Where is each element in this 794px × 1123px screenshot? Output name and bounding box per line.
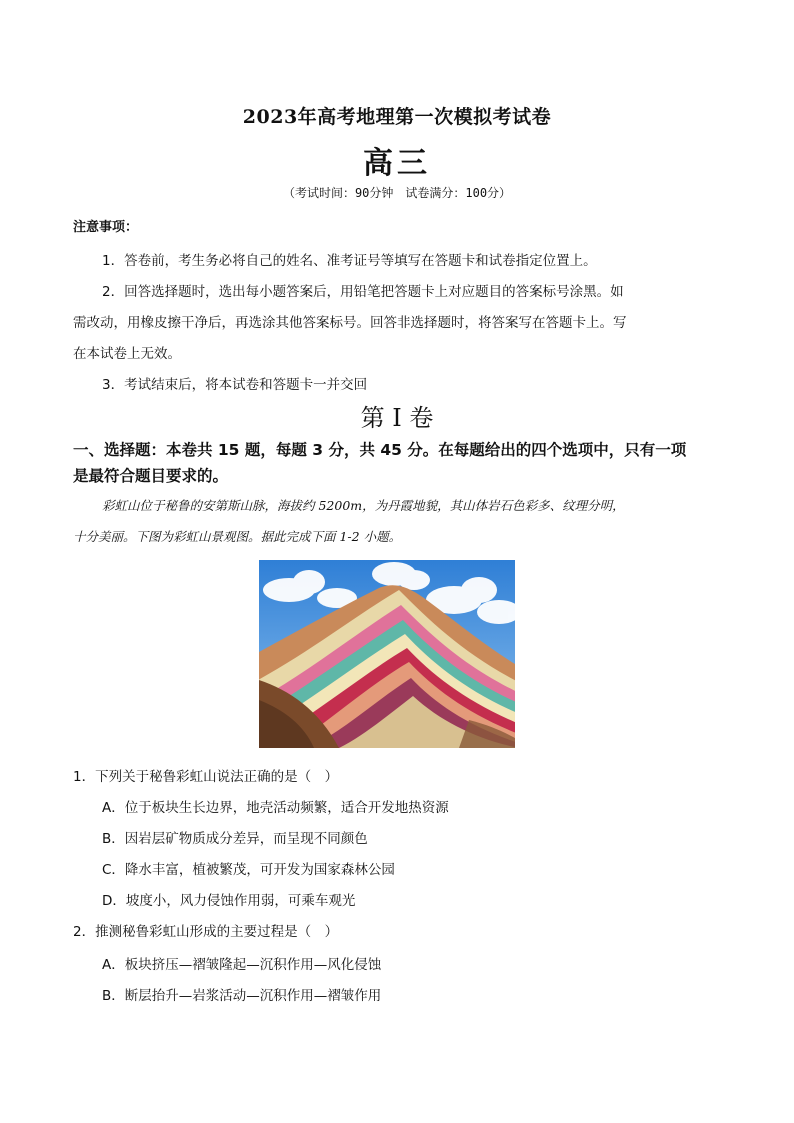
question-1-option-c: C．降水丰富，植被繁茂，可开发为国家森林公园 (102, 862, 395, 878)
notice-item-2-line-3: 在本试卷上无效。 (73, 346, 181, 362)
exam-time-score: （考试时间：90分钟 试卷满分：100分） (282, 186, 512, 200)
question-2-option-b: B．断层抬升—岩浆活动—沉积作用—褶皱作用 (102, 988, 382, 1004)
notice-item-2-line-2: 需改动，用橡皮擦干净后，再选涂其他答案标号。回答非选择题时，将答案写在答题卡上。写 (73, 315, 627, 331)
question-1-option-a: A．位于板块生长边界，地壳活动频繁，适合开发地热资源 (102, 800, 449, 816)
question-2-stem: 2．推测秘鲁彩虹山形成的主要过程是（ ） (73, 924, 339, 940)
notice-item-1: 1．答卷前，考生务必将自己的姓名、准考证号等填写在答题卡和试卷指定位置上。 (102, 253, 597, 269)
exam-title: 2023年高考地理第一次模拟考试卷 (242, 106, 552, 128)
section-intro-line-1: 一、选择题：本卷共 15 题，每题 3 分，共 45 分。在每题给出的四个选项中，只有一项 (73, 441, 687, 459)
notice-item-3: 3．考试结束后，将本试卷和答题卡一并交回 (102, 377, 368, 393)
question-1-stem: 1．下列关于秘鲁彩虹山说法正确的是（ ） (73, 769, 339, 785)
notice-heading: 注意事项： (73, 220, 139, 235)
rainbow-mountain-photo (259, 560, 515, 748)
question-2-option-a: A．板块挤压—褶皱隆起—沉积作用—风化侵蚀 (102, 957, 382, 973)
question-1-option-b: B．因岩层矿物质成分差异，而呈现不同颜色 (102, 831, 368, 847)
material-line-1: 彩虹山位于秘鲁的安第斯山脉，海拔约 5200m，为丹霞地貌，其山体岩石色彩多、纹理分明， (102, 498, 625, 513)
material-line-2: 十分美丽。下图为彩虹山景观图。据此完成下面 1-2 小题。 (73, 529, 402, 544)
question-1-option-d: D．坡度小，风力侵蚀作用弱，可乘车观光 (102, 893, 356, 909)
grade-heading: 高三 (363, 146, 431, 181)
notice-item-2-line-1: 2．回答选择题时，选出每小题答案后，用铅笔把答题卡上对应题目的答案标号涂黑。如 (102, 284, 624, 300)
section-intro-line-2: 是最符合题目要求的。 (73, 467, 229, 485)
section-title: 第 I 卷 (360, 404, 434, 432)
